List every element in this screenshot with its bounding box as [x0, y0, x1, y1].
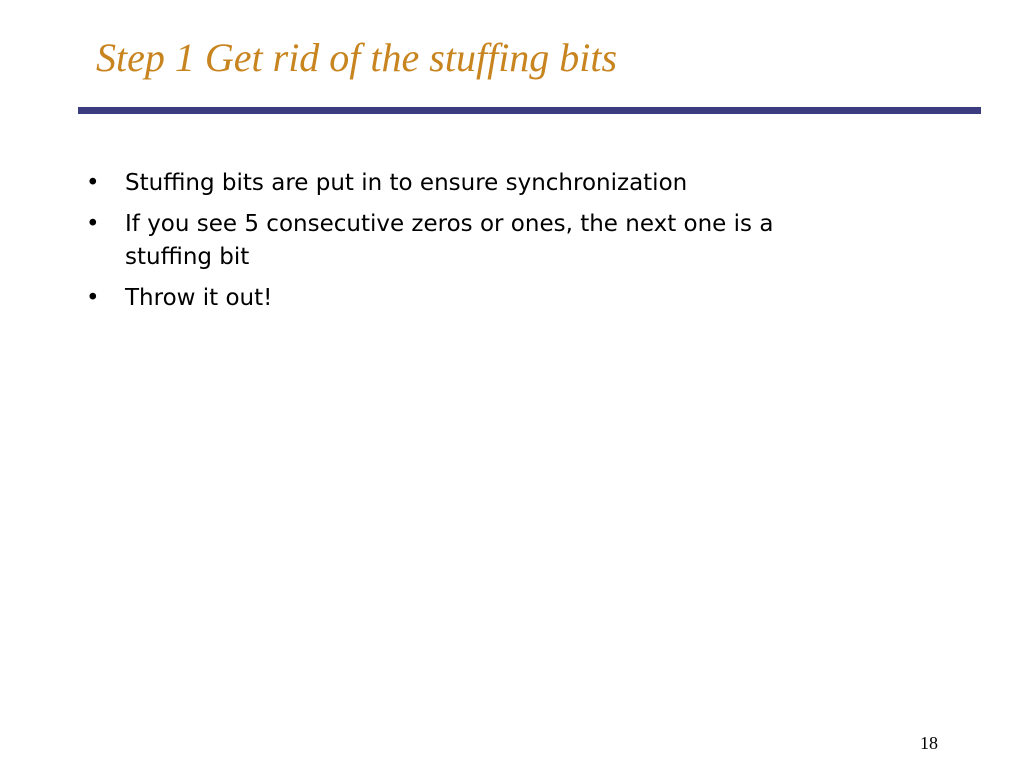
bullet-dot-icon: •	[86, 211, 100, 237]
title-divider	[78, 107, 981, 114]
bullet-item	[86, 282, 866, 315]
bullet-text: If you see 5 consecutive zeros or ones, the next one is a stuffing bit	[125, 211, 774, 270]
bullet-list	[86, 167, 866, 323]
bullet-dot-icon: •	[86, 285, 100, 311]
bullet-item	[86, 167, 866, 200]
bullet-text: Stuffing bits are put in to ensure synchronization	[125, 170, 688, 196]
bullet-dot-icon: •	[86, 170, 100, 196]
slide-title: Step 1 Get rid of the stuffing bits	[96, 35, 618, 80]
page-number: 18	[920, 733, 938, 753]
bullet-item	[86, 208, 866, 274]
bullet-text: Throw it out!	[125, 285, 273, 311]
